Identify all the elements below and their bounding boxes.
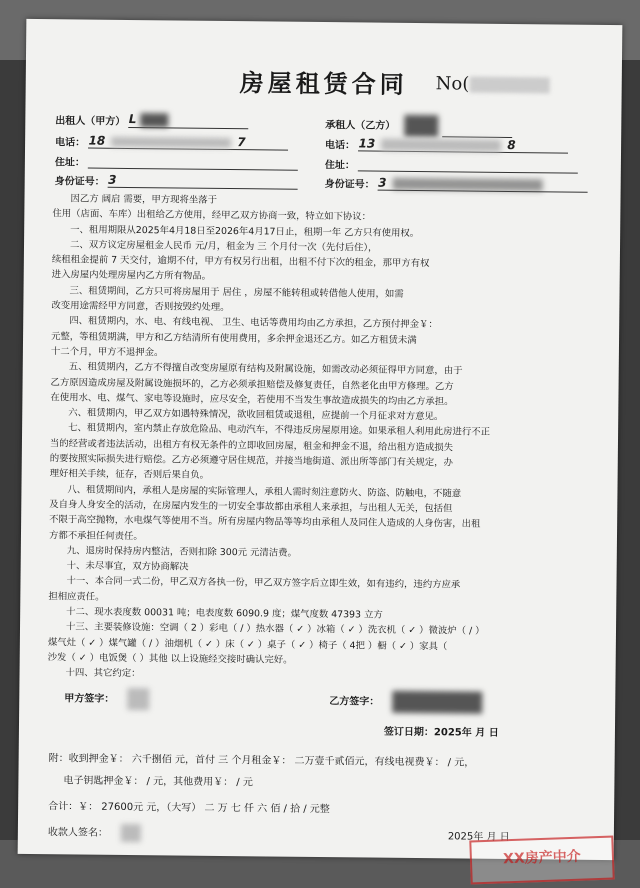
lessor-id: 3 <box>108 172 117 187</box>
lessee-address-line <box>358 170 578 173</box>
clause-1: 一、租用期限从2025年4月18日至2026年4月17日止，租期一年 乙方只有使用权。 <box>70 223 420 239</box>
lessor-name: L <box>128 111 137 127</box>
lessor-id-row <box>55 172 299 190</box>
clause-2a: 二、双方议定房屋租金人民币 元/月，租金为 三 个月付一次（先付后住）， <box>69 239 378 254</box>
contract-paper <box>18 19 623 860</box>
lessee-id-redaction <box>392 177 542 191</box>
lessee-id-field <box>378 176 588 193</box>
clause-intro-1: 因乙方 阔启 需要，甲方现将坐落于 <box>70 193 218 206</box>
receipt-line-1: 附：收到押金￥： 六千捌佰 元，首付 三 个月租金￥： 二万壹千贰佰元，有线电视费￥： / 元， <box>48 753 475 769</box>
lessor-id-label: 身份证号： <box>54 176 105 188</box>
lessor-phone-redaction <box>111 136 231 147</box>
lessee-phone-end: 8 <box>507 137 516 153</box>
contract-number <box>436 73 550 95</box>
clause-3a: 三、租赁期间，乙方只可将房屋用于 居住 ，房屋不能转租或转借他人使用，如需 <box>69 285 404 300</box>
lessee-phone-label: 电话： <box>325 140 356 152</box>
clause-intro-2: 住用（店面、车库）出租给乙方使用，经甲乙双方协商一致，特立如下协议： <box>52 208 372 223</box>
receipt-line-3: 合计：￥： 27600元 元，（大写） 二 万 七 仟 六 佰 / 拾 / 元整 <box>48 801 330 816</box>
lessee-phone: 13 <box>358 136 376 151</box>
lessor-row <box>55 111 249 129</box>
lessee-row <box>325 114 512 138</box>
lessee-phone-row <box>325 136 569 154</box>
lessor-label: 出租人（甲方） <box>55 115 126 128</box>
clause-10: 十、未尽事宜，双方协商解决 <box>66 560 189 573</box>
clause-3b: 改变用途需经甲方同意，否则按毁约处理。 <box>51 300 230 314</box>
sign-date: 签订日期：2025年 月 日 <box>383 726 499 739</box>
clause-13a: 十三、主要装修设施：空调（ 2 ）彩电（ / ）热水器（ ✓ ）冰箱（ ✓ ）洗衣机（ ✓ ）微波炉（ / ） <box>65 621 485 638</box>
lessor-phone-row <box>55 133 289 150</box>
contract-number-redaction <box>469 77 549 94</box>
clause-5c: 在使用水、电、煤气、家电等设施时，应尽安全，若使用不当发生事故造成损失的均由乙方承担。 <box>50 392 454 408</box>
contract-number-label: No( <box>435 73 470 95</box>
lessee-address-label: 住址： <box>324 160 355 172</box>
clause-2b: 续租租金提前 7 天交付，逾期不付，甲方有权另行出租，出租不付下次的租金，那甲方有权 <box>51 254 430 270</box>
party-b-signature-row <box>329 690 483 714</box>
receipt-line-2: 电子钥匙押金￥： / 元，其他费用￥： / 元 <box>63 775 253 789</box>
lessor-phone-label: 电话： <box>55 137 86 149</box>
party-a-signature-row <box>64 687 150 710</box>
clause-4c: 十二个月，甲方不退押金。 <box>50 346 164 359</box>
party-b-label: 乙方签字： <box>329 696 380 708</box>
clause-9: 九、退房时保持房内整洁，否则扣除 300元 元清洁费。 <box>66 545 297 559</box>
clause-11b: 担相应责任。 <box>48 590 105 603</box>
clause-8c: 不限于高空抛物，水电煤气等使用不当。所有房屋内物品等等均由承租人及同住人造成的人身伤害，出租 <box>49 514 481 530</box>
receipt-date: 2025年 月 日 <box>447 831 510 844</box>
lessor-id-field <box>108 173 298 190</box>
clause-8b: 及自身人身安全的活动，在房屋内发生的一切安全事故都由承租人来承担，与出租人无关，包括但 <box>49 499 453 515</box>
clause-7d: 理好相关手续，征存，否则后果自负。 <box>49 468 210 482</box>
lessor-address-row <box>55 153 299 171</box>
lessor-phone-field <box>89 134 289 151</box>
agency-stamp: XX房产中介 <box>469 836 614 885</box>
party-a-signature-redaction <box>128 688 150 710</box>
clause-8d: 方都不承担任何责任。 <box>48 529 143 542</box>
lessee-phone-redaction <box>381 138 501 151</box>
party-a-label: 甲方签字： <box>64 693 115 705</box>
lessor-address-line <box>88 168 298 171</box>
lessee-id: 3 <box>378 175 387 190</box>
clause-5a: 五、租赁期内，乙方不得擅自改变房屋原有结构及附属设施，如需改动必须征得甲方同意，由于 <box>68 361 463 377</box>
receipt-signer-redaction <box>121 824 141 842</box>
clause-7b: 当的经营或者违法活动，出租方有权无条件的立即收回房屋，租金和押金不退，给出租方造成损失 <box>49 437 454 454</box>
clause-2c: 进入房屋内处理房屋内乙方所有物品。 <box>51 269 212 283</box>
clause-11a: 十一、本合同一式二份，甲乙双方各执一份，甲乙双方签字后立即生效，如有违约，违约方应承 <box>66 575 461 591</box>
lessor-phone: 18 <box>88 133 106 148</box>
lessor-phone-end: 7 <box>237 135 246 150</box>
lessee-id-label: 身份证号： <box>324 179 375 191</box>
lessor-name-field <box>129 112 249 129</box>
lessee-label: 承租人（乙方） <box>325 120 396 132</box>
lessee-name-redaction <box>405 115 439 137</box>
clause-7a: 七、租赁期内，室内禁止存放危险品、电动汽车，不得违反房屋原用途。如果承租人利用此房进行不正 <box>68 422 491 439</box>
clause-13b: 煤气灶（ ✓ ）煤气罐（ / ）油烟机（ ✓ ）床（ ✓ ）桌子（ ✓ ）椅子（ 4把 ）橱（ ✓ ）家具（ <box>47 636 448 652</box>
lessor-name-redaction <box>141 113 169 127</box>
lessee-id-row <box>325 175 589 193</box>
document-title: 房屋租赁合同 <box>239 68 408 99</box>
clause-14: 十四、其它约定： <box>65 667 141 680</box>
lessor-address-label: 住址： <box>54 157 85 169</box>
clause-8a: 八、租赁期间内，承租人是房屋的实际管理人，承租人需时刻注意防火、防盗、防触电，不随意 <box>67 483 462 500</box>
clause-4b: 元整，等租赁期满，甲方和乙方结清所有使用费用，多余押金退还乙方。如乙方租赁未满 <box>51 330 417 346</box>
clause-12: 十二、现水表度数 00031 吨；电表度数 6090.9 度；煤气度数 47393 立方 <box>66 606 383 621</box>
receipt-signer-label: 收款人签名： <box>47 827 108 839</box>
clause-7c: 的要按照实际损失进行赔偿。乙方必须遵守居住规范，并接当地街道、派出所等部门有关规定，办 <box>49 453 453 469</box>
lessee-phone-field <box>359 136 569 153</box>
clause-4a: 四、租赁期内，水、电、有线电视、 卫生、电话等费用均由乙方承担，乙方预付押金￥： <box>69 315 438 331</box>
clause-6: 六、租赁期内，甲乙双方如遇特殊情况，欲收回租赁或退租，应提前一个月征求对方意见。 <box>68 407 444 423</box>
contract-clauses <box>47 191 597 686</box>
receipt-signer-row <box>48 823 141 842</box>
clause-5b: 乙方原因造成房屋及附属设施损坏的，乙方必须承担赔偿及修复责任，自然老化由甲方修理。乙方 <box>50 376 454 392</box>
party-b-signature-redaction <box>393 691 483 714</box>
clause-13c: 沙发（ ✓ ）电饭煲（ ）其他 以上设施经交接时确认完好。 <box>47 652 293 666</box>
lessee-address-row <box>325 156 579 174</box>
